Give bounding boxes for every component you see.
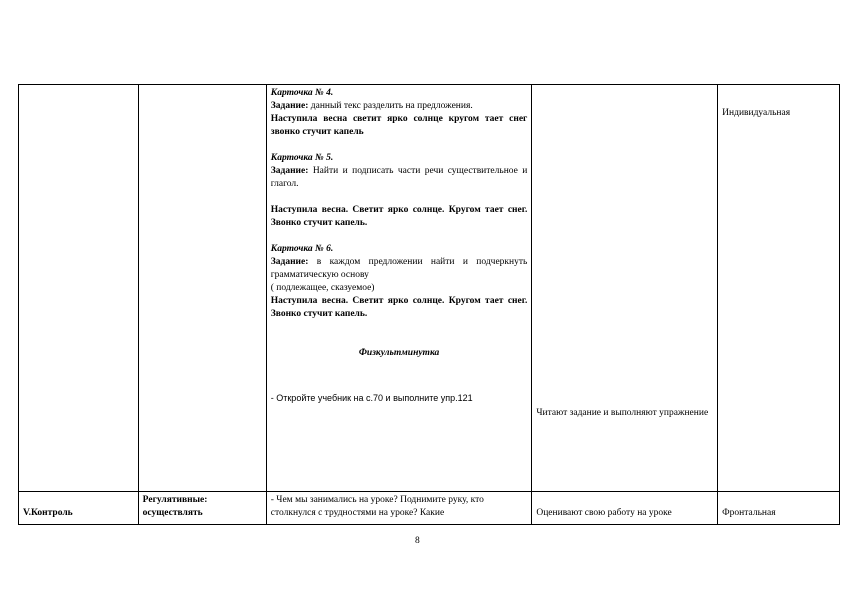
table-row [19,85,840,492]
card-6-task-label: Задание: [270,257,309,267]
card-4-text: Наступила весна светит ярко солнце кругом тает снег звонко стучит капель [270,114,528,137]
work-form-cell [718,85,840,492]
card-5-task-text: Найти и подписать части речи существительное и глагол. [270,166,528,189]
card-5-text: Наступила весна. Светит ярко солнце. Кругом тает снег. Звонко стучит капель. [270,205,528,228]
card-4-title: Карточка № 4. [270,88,334,98]
card-6-note: ( подлежащее, сказуемое) [270,283,375,293]
stage-cell [19,85,139,492]
card-4-task-label: Задание: [270,101,309,111]
stage-cell [19,492,139,525]
student-activity-text: Читают задание и выполняют упражнение [536,408,709,418]
student-activity-cell [532,85,718,492]
physminute-heading: Физкультминутка [358,348,440,358]
teacher-question-text: - Чем мы занимались на уроке? Поднимите руку, кто столкнулся с трудностями на уроке? Какие [270,495,484,518]
uud-cell [138,85,266,492]
student-activity-cell [532,492,718,525]
page-number: 8 [415,536,420,546]
card-6 [271,243,528,321]
work-form-text: Индивидуальная [722,108,791,118]
lesson-plan-table [18,84,840,525]
card-4-task-text: данный текс разделить на предложения. [308,101,473,111]
uud-text: Регулятивные: осуществлять [142,495,208,518]
teacher-activity-cell [266,492,532,525]
work-form-text: Фронтальная [722,508,776,518]
textbook-instruction: - Откройте учебник на с.70 и выполните упр.121 [270,393,473,403]
card-6-task-text: в каждом предложении найти и подчеркнуть грамматическую основу [270,257,528,280]
student-activity-text: Оценивают свою работу на уроке [536,508,672,518]
card-5 [271,152,528,230]
card-6-title: Карточка № 6. [270,244,334,254]
table-row [19,492,840,525]
stage-control-label: V.Контроль [23,508,73,518]
card-4 [271,87,528,139]
teacher-activity-cell [266,85,532,492]
card-5-task-label: Задание: [270,166,309,176]
card-5-title: Карточка № 5. [270,153,334,163]
card-6-text: Наступила весна. Светит ярко солнце. Кругом тает снег. Звонко стучит капель. [270,296,528,319]
uud-cell [138,492,266,525]
work-form-cell [718,492,840,525]
